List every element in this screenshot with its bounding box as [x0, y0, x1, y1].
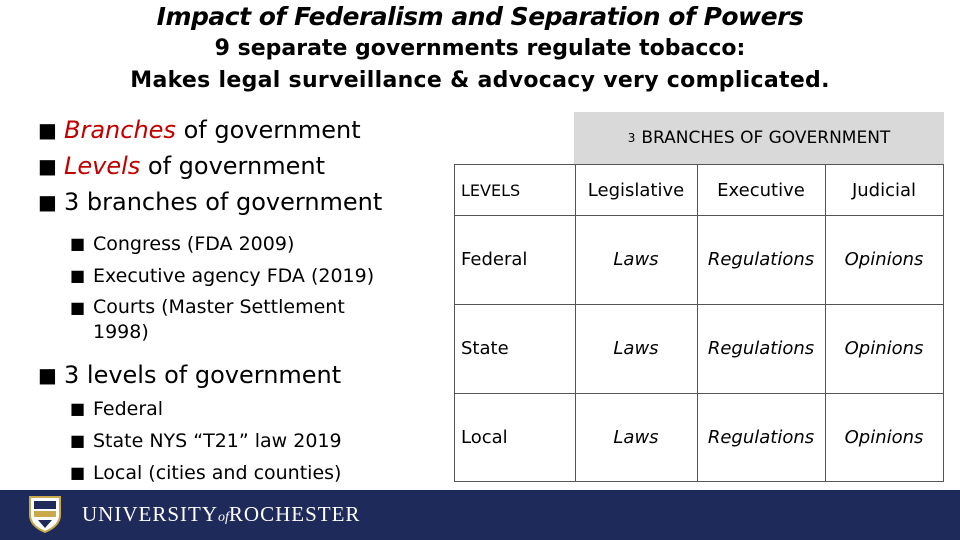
column-executive: Executive [717, 179, 805, 201]
table-cell: Regulations [707, 338, 815, 359]
sub-bullet: ■ Courts (Master Settlement 1998) [70, 296, 345, 343]
table-row [455, 304, 945, 393]
bullet-marker-icon: ■ [70, 399, 86, 418]
bullet-marker-icon: ■ [70, 234, 86, 253]
sub-bullet: ■ Congress (FDA 2009) [38, 228, 438, 260]
table-cell: Laws [613, 427, 659, 448]
table-row [455, 393, 945, 482]
university-wordmark: UNIVERSITYofROCHESTER [82, 502, 361, 526]
table-header-row [455, 165, 945, 215]
table-cell: Regulations [707, 249, 815, 270]
table-grid [454, 164, 944, 482]
footer-bar [0, 490, 960, 540]
bullet-branches: ■ Branches of government [38, 112, 438, 148]
column-legislative: Legislative [587, 179, 685, 201]
levels-label: LEVELS [461, 180, 521, 200]
government-table [454, 112, 944, 482]
bullet-marker-icon: ■ [38, 363, 57, 387]
bullet-marker-icon: ■ [38, 190, 57, 214]
sub-bullet: ■ State NYS “T21” law 2019 [38, 425, 438, 457]
bullet-marker-icon: ■ [70, 298, 86, 317]
bullet-list [38, 112, 438, 489]
row-level: State [461, 338, 509, 359]
table-row [455, 215, 945, 304]
table-cell: Laws [613, 249, 659, 270]
bullet-marker-icon: ■ [38, 118, 57, 142]
bullet-marker-icon: ■ [70, 266, 86, 285]
bullet-three-branches: ■ 3 branches of government [38, 184, 438, 220]
sub-bullet: ■ Executive agency FDA (2019) [38, 260, 438, 292]
bullet-marker-icon: ■ [70, 431, 86, 450]
bullet-marker-icon: ■ [70, 463, 86, 482]
table-cell: Laws [613, 338, 659, 359]
column-judicial: Judicial [851, 179, 917, 201]
bullet-three-levels: ■ 3 levels of government [38, 357, 438, 393]
slide-subtitle: 9 separate governments regulate tobacco: [214, 36, 746, 61]
sub-bullet: ■ Local (cities and counties) [38, 457, 438, 489]
table-cell: Opinions [844, 338, 924, 359]
table-cell: Opinions [844, 427, 924, 448]
slide-subtitle-2: Makes legal surveillance & advocacy very complicated. [130, 68, 830, 93]
table-header-band: 3 BRANCHES OF GOVERNMENT [574, 112, 944, 164]
row-level: Federal [461, 249, 528, 270]
slide-title: Impact of Federalism and Separation of Powers [156, 2, 804, 31]
university-shield-icon [28, 495, 62, 533]
bullet-levels: ■ Levels of government [38, 148, 438, 184]
row-level: Local [461, 427, 508, 448]
bullet-marker-icon: ■ [38, 154, 57, 178]
table-cell: Opinions [844, 249, 924, 270]
table-cell: Regulations [707, 427, 815, 448]
sub-bullet: ■ Federal [38, 393, 438, 425]
